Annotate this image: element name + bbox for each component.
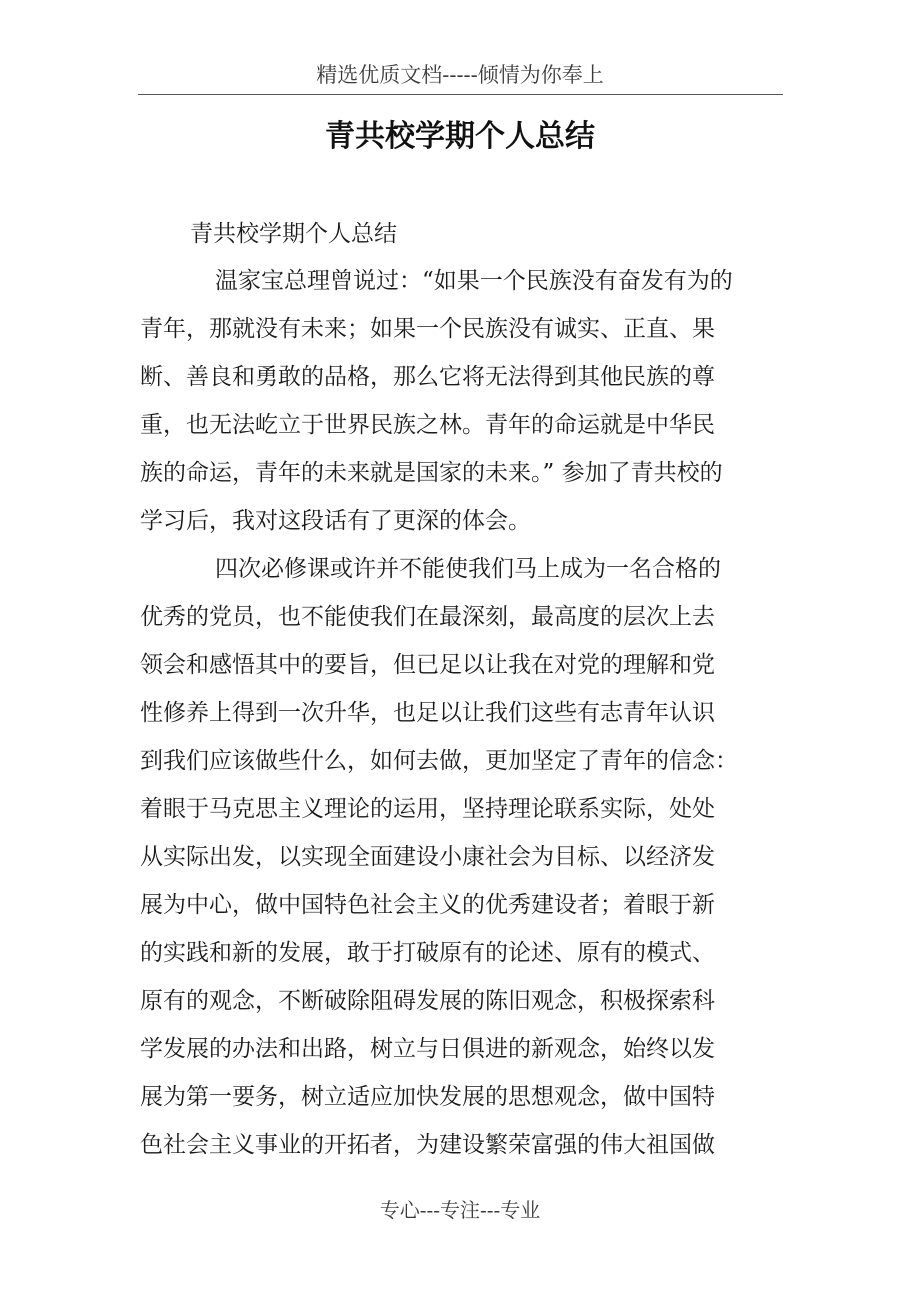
body-line: 领会和感悟其中的要旨，但已足以让我在对党的理解和党 — [140, 652, 715, 678]
body-line: 性修养上得到一次升华，也足以让我们这些有志青年认识 — [140, 700, 715, 726]
body-line: 原有的观念，不断破除阻碍发展的陈旧观念，积极探索科 — [140, 988, 715, 1014]
body-line: 温家宝总理曾说过：“如果一个民族没有奋发有为的 — [215, 268, 733, 294]
document-title: 青共校学期个人总结 — [325, 119, 595, 154]
document-subtitle: 青共校学期个人总结 — [190, 221, 397, 247]
body-line: 从实际出发，以实现全面建设小康社会为目标、以经济发 — [140, 844, 715, 870]
body-line: 优秀的党员，也不能使我们在最深刻，最高度的层次上去 — [140, 604, 715, 630]
body-line: 展为第一要务，树立适应加快发展的思想观念，做中国特 — [140, 1084, 715, 1110]
body-line: 学发展的办法和出路，树立与日俱进的新观念，始终以发 — [140, 1036, 715, 1062]
body-line: 重，也无法屹立于世界民族之林。青年的命运就是中华民 — [140, 412, 715, 438]
body-line: 到我们应该做些什么，如何去做，更加坚定了青年的信念： — [140, 748, 738, 774]
page-footer: 专心---专注---专业 — [379, 1198, 541, 1222]
body-line: 色社会主义事业的开拓者，为建设繁荣富强的伟大祖国做 — [140, 1132, 715, 1158]
body-line: 的实践和新的发展，敢于打破原有的论述、原有的模式、 — [140, 940, 715, 966]
body-line: 青年，那就没有未来；如果一个民族没有诚实、正直、果 — [140, 316, 715, 342]
body-line: 学习后，我对这段话有了更深的体会。 — [140, 508, 531, 534]
body-line: 断、善良和勇敢的品格，那么它将无法得到其他民族的尊 — [140, 364, 715, 390]
body-line: 着眼于马克思主义理论的运用，坚持理论联系实际，处处 — [140, 796, 715, 822]
body-line: 族的命运，青年的未来就是国家的未来。” 参加了青共校的 — [140, 460, 723, 486]
body-line: 展为中心，做中国特色社会主义的优秀建设者；着眼于新 — [140, 892, 715, 918]
header-divider — [138, 94, 783, 95]
body-line: 四次必修课或许并不能使我们马上成为一名合格的 — [215, 556, 721, 582]
page-header: 精选优质文档-----倾情为你奉上 — [316, 63, 604, 87]
